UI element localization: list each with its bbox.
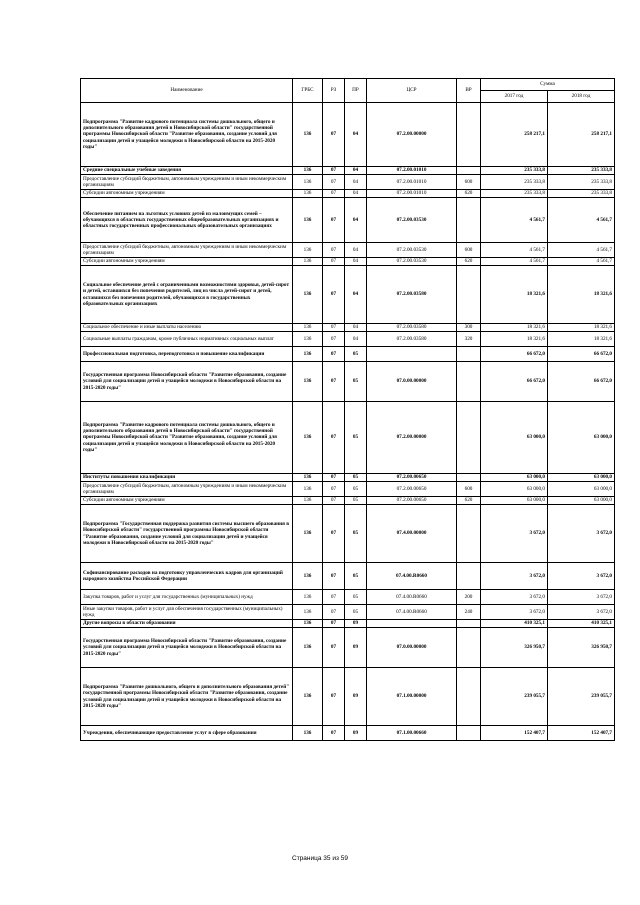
header-2018: 2018 год <box>548 91 615 103</box>
row-sum-2018: 3 672,0 <box>548 563 615 590</box>
row-sum-2018: 63 000,0 <box>548 474 615 482</box>
row-sum-2017: 3 672,0 <box>481 563 548 590</box>
row-sum-2017: 4 561,7 <box>481 198 548 243</box>
page-footer: Страница 35 из 59 <box>292 855 348 862</box>
row-grbs: 136 <box>293 362 323 402</box>
row-csr: 07.2.00.00650 <box>367 482 457 497</box>
row-grbs: 136 <box>293 482 323 497</box>
row-sum-2017: 239 055,7 <box>481 668 548 726</box>
table-row <box>81 362 615 402</box>
row-name: Подпрограмма "Развитие кадрового потенциала системы дошкольного, общего и дополнительного образования детей в Новосибирской области" государственной программы Новосибирской области "Развитие образования, создание условий для социализации детей и учащейся молодежи в Новосибирской области на 2015-2020 годы" <box>81 103 293 167</box>
row-pr: 05 <box>345 347 367 362</box>
row-csr: 07.2.00.03580 <box>367 332 457 347</box>
row-sum-2018: 239 055,7 <box>548 668 615 726</box>
table-row <box>81 190 615 198</box>
table-row <box>81 482 615 497</box>
row-pr: 04 <box>345 198 367 243</box>
row-vr <box>457 628 481 668</box>
row-name: Софинансирование расходов на подготовку управленческих кадров для организаций народного хозяйства Российской Федерации <box>81 563 293 590</box>
row-sum-2018: 4 561,7 <box>548 198 615 243</box>
row-csr: 07.2.00.00650 <box>367 474 457 482</box>
row-sum-2018: 326 950,7 <box>548 628 615 668</box>
row-csr: 07.4.00.R0660 <box>367 563 457 590</box>
table-row <box>81 175 615 190</box>
header-2017: 2017 год <box>481 91 548 103</box>
row-name: Подпрограмма "Государственная поддержка развития системы высшего образования в Новосибирской области" государственной программы Новосибирской области "Развитие образования, создание условий для социализации детей и учащейся молодежи в Новосибирской области на 2015-2020 годы" <box>81 505 293 563</box>
row-sum-2017: 258 217,1 <box>481 103 548 167</box>
row-name: Профессиональная подготовка, переподготовка и повышение квалификации <box>81 347 293 362</box>
row-grbs: 136 <box>293 198 323 243</box>
table-row <box>81 628 615 668</box>
row-sum-2017: 18 321,6 <box>481 266 548 324</box>
budget-table-sheet <box>80 78 614 741</box>
row-grbs: 136 <box>293 505 323 563</box>
row-sum-2017: 326 950,7 <box>481 628 548 668</box>
row-sum-2018: 63 000,0 <box>548 482 615 497</box>
row-name: Социальное обеспечение и иные выплаты населению <box>81 324 293 332</box>
row-name: Другие вопросы в области образования <box>81 620 293 628</box>
row-name: Закупка товаров, работ и услуг для государственных (муниципальных) нужд <box>81 590 293 605</box>
row-sum-2018: 3 672,0 <box>548 605 615 620</box>
row-vr <box>457 347 481 362</box>
row-sum-2018: 66 672,0 <box>548 362 615 402</box>
row-sum-2017: 63 000,0 <box>481 474 548 482</box>
row-rz: 07 <box>323 190 345 198</box>
row-grbs: 136 <box>293 243 323 258</box>
row-rz: 07 <box>323 198 345 243</box>
row-sum-2017: 66 672,0 <box>481 347 548 362</box>
row-pr: 04 <box>345 175 367 190</box>
row-grbs: 136 <box>293 620 323 628</box>
row-grbs: 136 <box>293 167 323 175</box>
row-grbs: 136 <box>293 474 323 482</box>
table-row <box>81 198 615 243</box>
row-pr: 05 <box>345 474 367 482</box>
row-name: Социальное обеспечение детей с ограниченными возможностями здоровья, детей-сирот и детей, оставшихся без попечения родителей, лиц из числа детей-сирот и детей, оставшихся без попечения родителей, обучающихся в государственных образовательных организациях <box>81 266 293 324</box>
row-grbs: 136 <box>293 103 323 167</box>
row-vr <box>457 474 481 482</box>
row-sum-2018: 18 321,6 <box>548 266 615 324</box>
header-grbs: ГРБС <box>293 79 323 103</box>
row-vr: 200 <box>457 590 481 605</box>
row-sum-2017: 3 672,0 <box>481 590 548 605</box>
row-pr: 04 <box>345 167 367 175</box>
table-row <box>81 324 615 332</box>
header-csr: ЦСР <box>367 79 457 103</box>
row-pr: 05 <box>345 505 367 563</box>
row-sum-2018: 66 672,0 <box>548 347 615 362</box>
row-grbs: 136 <box>293 258 323 266</box>
row-grbs: 136 <box>293 402 323 474</box>
row-sum-2017: 152 407,7 <box>481 726 548 741</box>
table-row <box>81 266 615 324</box>
row-csr: 07.2.00.03530 <box>367 198 457 243</box>
row-vr <box>457 198 481 243</box>
table-row <box>81 497 615 505</box>
row-sum-2018: 152 407,7 <box>548 726 615 741</box>
row-sum-2017: 18 321,6 <box>481 332 548 347</box>
row-grbs: 136 <box>293 190 323 198</box>
row-sum-2018: 18 321,6 <box>548 332 615 347</box>
row-csr: 07.0.00.00000 <box>367 362 457 402</box>
row-name: Учреждения, обеспечивающие предоставление услуг в сфере образования <box>81 726 293 741</box>
row-rz: 07 <box>323 482 345 497</box>
row-rz: 07 <box>323 628 345 668</box>
row-sum-2017: 66 672,0 <box>481 362 548 402</box>
row-csr: 07.2.00.03580 <box>367 324 457 332</box>
row-pr: 04 <box>345 324 367 332</box>
header-pr: ПР <box>345 79 367 103</box>
row-pr: 05 <box>345 362 367 402</box>
row-vr: 620 <box>457 190 481 198</box>
row-rz: 07 <box>323 726 345 741</box>
row-grbs: 136 <box>293 726 323 741</box>
row-sum-2018: 63 000,0 <box>548 497 615 505</box>
row-pr: 04 <box>345 243 367 258</box>
row-vr <box>457 620 481 628</box>
row-name: Иные закупки товаров, работ и услуг для обеспечения государственных (муниципальных) нужд <box>81 605 293 620</box>
row-pr: 04 <box>345 190 367 198</box>
row-sum-2018: 63 000,0 <box>548 402 615 474</box>
row-sum-2017: 63 000,0 <box>481 497 548 505</box>
row-sum-2018: 235 333,8 <box>548 190 615 198</box>
row-rz: 07 <box>323 668 345 726</box>
row-rz: 07 <box>323 266 345 324</box>
row-name: Предоставление субсидий бюджетным, автономным учреждениям и иным некоммерческим организациям <box>81 243 293 258</box>
row-grbs: 136 <box>293 590 323 605</box>
row-name: Предоставление субсидий бюджетным, автономным учреждениям и иным некоммерческим организациям <box>81 482 293 497</box>
table-row <box>81 474 615 482</box>
row-sum-2017: 63 000,0 <box>481 482 548 497</box>
row-grbs: 136 <box>293 497 323 505</box>
row-sum-2018: 235 333,8 <box>548 167 615 175</box>
row-vr <box>457 402 481 474</box>
table-row <box>81 347 615 362</box>
row-rz: 07 <box>323 332 345 347</box>
header-rz: РЗ <box>323 79 345 103</box>
row-vr: 300 <box>457 324 481 332</box>
table-row <box>81 590 615 605</box>
row-rz: 07 <box>323 590 345 605</box>
row-pr: 05 <box>345 605 367 620</box>
table-row <box>81 167 615 175</box>
table-row <box>81 505 615 563</box>
row-sum-2018: 258 217,1 <box>548 103 615 167</box>
row-pr: 09 <box>345 628 367 668</box>
row-vr <box>457 505 481 563</box>
row-vr <box>457 103 481 167</box>
row-csr: 07.0.00.00000 <box>367 628 457 668</box>
row-csr: 07.2.00.01010 <box>367 175 457 190</box>
row-csr: 07.2.00.03530 <box>367 258 457 266</box>
row-rz: 07 <box>323 175 345 190</box>
row-grbs: 136 <box>293 266 323 324</box>
row-csr: 07.2.00.03530 <box>367 243 457 258</box>
row-rz: 07 <box>323 258 345 266</box>
row-grbs: 136 <box>293 628 323 668</box>
row-sum-2017: 4 561,7 <box>481 243 548 258</box>
row-grbs: 136 <box>293 668 323 726</box>
row-pr: 09 <box>345 668 367 726</box>
table-row <box>81 402 615 474</box>
row-name: Подпрограмма "Развитие кадрового потенциала системы дошкольного, общего и дополнительного образования детей в Новосибирской области" государственной программы Новосибирской области "Развитие образования, создание условий для социализации детей и учащейся молодежи в Новосибирской области на 2015-2020 годы" <box>81 402 293 474</box>
row-sum-2017: 3 672,0 <box>481 605 548 620</box>
row-rz: 07 <box>323 362 345 402</box>
row-vr <box>457 563 481 590</box>
row-csr: 07.2.00.03580 <box>367 266 457 324</box>
row-rz: 07 <box>323 167 345 175</box>
table-row <box>81 103 615 167</box>
row-csr: 07.2.00.00000 <box>367 103 457 167</box>
row-grbs: 136 <box>293 324 323 332</box>
table-row <box>81 258 615 266</box>
row-pr: 04 <box>345 332 367 347</box>
row-rz: 07 <box>323 505 345 563</box>
row-vr <box>457 266 481 324</box>
row-pr: 05 <box>345 482 367 497</box>
row-name: Субсидии автономным учреждениям <box>81 190 293 198</box>
row-sum-2018: 4 561,7 <box>548 243 615 258</box>
row-name: Субсидии автономным учреждениям <box>81 258 293 266</box>
row-sum-2018: 410 325,1 <box>548 620 615 628</box>
row-vr: 620 <box>457 258 481 266</box>
table-row <box>81 605 615 620</box>
row-vr <box>457 362 481 402</box>
row-pr: 04 <box>345 266 367 324</box>
budget-table <box>80 78 615 741</box>
row-name: Институты повышения квалификации <box>81 474 293 482</box>
row-name: Субсидии автономным учреждениям <box>81 497 293 505</box>
row-grbs: 136 <box>293 332 323 347</box>
row-pr: 05 <box>345 590 367 605</box>
row-sum-2017: 18 321,6 <box>481 324 548 332</box>
row-rz: 07 <box>323 497 345 505</box>
row-sum-2018: 235 333,8 <box>548 175 615 190</box>
row-vr: 600 <box>457 175 481 190</box>
row-name: Подпрограмма "Развитие дошкольного, общего и дополнительного образования детей" государственной программы Новосибирской области "Развитие образования, создание условий для социализации детей и учащейся молодежи в Новосибирской области на 2015-2020 годы" <box>81 668 293 726</box>
row-vr: 320 <box>457 332 481 347</box>
row-rz: 07 <box>323 243 345 258</box>
row-csr: 07.4.00.00000 <box>367 505 457 563</box>
row-vr: 620 <box>457 497 481 505</box>
row-name: Обеспечение питанием на льготных условиях детей из малоимущих семей – обучающихся в областных государственных общеобразовательных организациях и областных государственных профессиональных образовательных организациях <box>81 198 293 243</box>
row-vr <box>457 726 481 741</box>
row-vr: 240 <box>457 605 481 620</box>
row-csr: 07.1.00.00660 <box>367 726 457 741</box>
row-name: Средние специальные учебные заведения <box>81 167 293 175</box>
table-row <box>81 726 615 741</box>
row-rz: 07 <box>323 324 345 332</box>
row-rz: 07 <box>323 402 345 474</box>
row-rz: 07 <box>323 103 345 167</box>
row-sum-2017: 235 333,8 <box>481 167 548 175</box>
row-rz: 07 <box>323 620 345 628</box>
row-vr <box>457 167 481 175</box>
header-name: Наименование <box>81 79 293 103</box>
row-csr: 07.4.00.R0660 <box>367 605 457 620</box>
row-grbs: 136 <box>293 347 323 362</box>
row-rz: 07 <box>323 347 345 362</box>
row-sum-2017: 410 325,1 <box>481 620 548 628</box>
row-name: Государственная программа Новосибирской области "Развитие образования, создание условий для социализации детей и учащейся молодежи в Новосибирской области на 2015-2020 годы" <box>81 362 293 402</box>
row-sum-2018: 3 672,0 <box>548 590 615 605</box>
row-csr: 07.4.00.R0660 <box>367 590 457 605</box>
row-sum-2018: 18 321,6 <box>548 324 615 332</box>
header-vr: ВР <box>457 79 481 103</box>
row-pr: 04 <box>345 103 367 167</box>
row-csr: 07.2.00.00650 <box>367 497 457 505</box>
row-csr: 07.2.00.01010 <box>367 167 457 175</box>
row-csr: 07.2.00.01010 <box>367 190 457 198</box>
row-grbs: 136 <box>293 563 323 590</box>
row-pr: 09 <box>345 726 367 741</box>
row-pr: 05 <box>345 402 367 474</box>
row-vr <box>457 668 481 726</box>
row-pr: 04 <box>345 258 367 266</box>
row-rz: 07 <box>323 605 345 620</box>
row-sum-2017: 4 561,7 <box>481 258 548 266</box>
row-sum-2017: 63 000,0 <box>481 402 548 474</box>
table-header-row <box>81 79 615 91</box>
header-sum: Сумма <box>481 79 615 91</box>
row-name: Предоставление субсидий бюджетным, автономным учреждениям и иным некоммерческим организациям <box>81 175 293 190</box>
row-rz: 07 <box>323 563 345 590</box>
row-vr: 600 <box>457 243 481 258</box>
table-row <box>81 668 615 726</box>
row-name: Государственная программа Новосибирской области "Развитие образования, создание условий для социализации детей и учащейся молодежи в Новосибирской области на 2015-2020 годы" <box>81 628 293 668</box>
row-sum-2018: 3 672,0 <box>548 505 615 563</box>
row-csr <box>367 347 457 362</box>
table-row <box>81 620 615 628</box>
row-vr: 600 <box>457 482 481 497</box>
table-row <box>81 243 615 258</box>
row-pr: 09 <box>345 620 367 628</box>
row-csr: 07.2.00.00000 <box>367 402 457 474</box>
table-row <box>81 563 615 590</box>
row-name: Социальные выплаты гражданам, кроме публичных нормативных социальных выплат <box>81 332 293 347</box>
row-rz: 07 <box>323 474 345 482</box>
row-sum-2017: 235 333,8 <box>481 175 548 190</box>
row-grbs: 136 <box>293 175 323 190</box>
row-grbs: 136 <box>293 605 323 620</box>
row-pr: 05 <box>345 563 367 590</box>
table-row <box>81 332 615 347</box>
row-csr: 07.1.00.00000 <box>367 668 457 726</box>
row-sum-2018: 4 561,7 <box>548 258 615 266</box>
table-body <box>81 103 615 741</box>
row-csr <box>367 620 457 628</box>
row-sum-2017: 235 333,8 <box>481 190 548 198</box>
row-sum-2017: 3 672,0 <box>481 505 548 563</box>
row-pr: 05 <box>345 497 367 505</box>
